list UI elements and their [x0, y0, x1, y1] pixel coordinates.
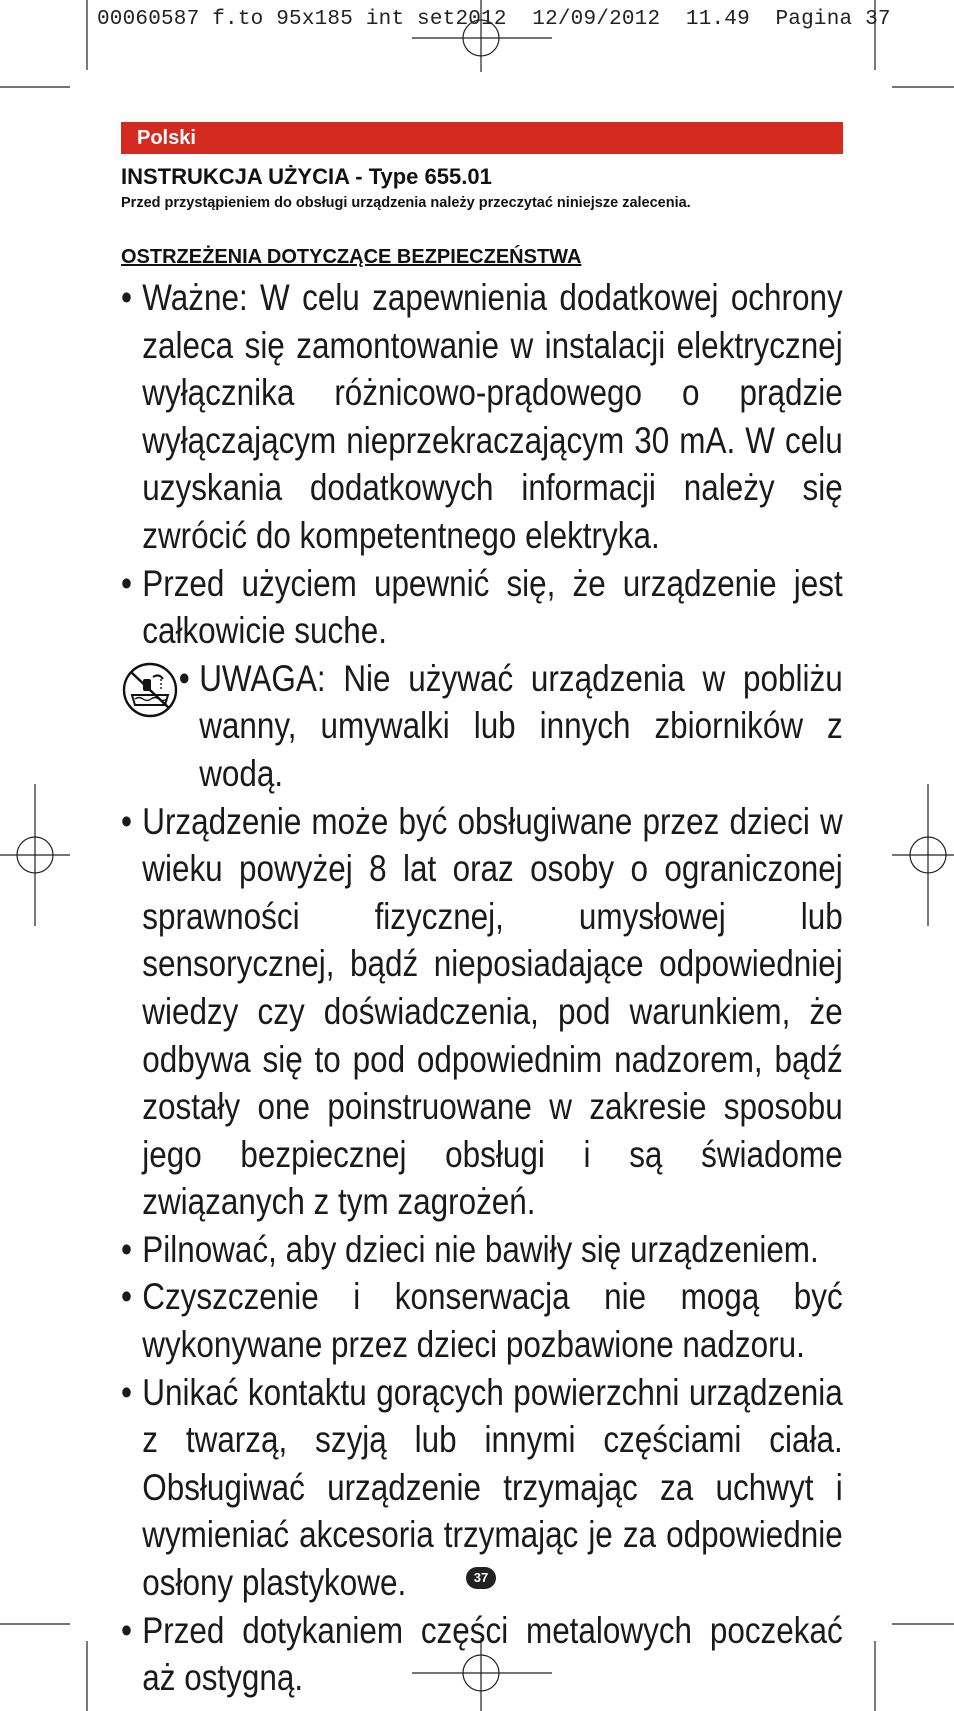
safety-bullet: • Urządzenie może być obsługiwane przez dzieci w wieku powyżej 8 lat oraz osoby o ograniczonej sprawności fizycznej, umysłowej lub sensorycznej, bądź nieposiadające odpowiedniej wiedzy czy doświadczenia, pod warunkiem, że odbywa się to pod odpowiednim nadzorem, bądź zostały one poinstruowane w zakresie sposobu jego bezpiecznej obsługi i są świadome związanych z tym zagrożeń. [121, 798, 843, 1226]
document-title: INSTRUKCJA UŻYCIA - Type 655.01 [121, 164, 492, 189]
language-bar [121, 122, 843, 154]
safety-section-heading: OSTRZEŻENIA DOTYCZĄCE BEZPIECZEŃSTWA [121, 246, 582, 268]
page-number-badge: 37 [466, 1567, 496, 1589]
safety-bullet-list [121, 274, 843, 1702]
language-label: Polski [137, 127, 196, 149]
warning-text: UWAGA: Nie używać urządzenia w pobliżu wanny, umywalki lub innych zbiorników z wodą. [199, 657, 843, 794]
bullet-dot: • [178, 657, 190, 699]
safety-bullet: • Pilnować, aby dzieci nie bawiły się urządzeniem. [121, 1226, 843, 1274]
document-subtitle: Przed przystąpieniem do obsługi urządzenia należy przeczytać niniejsze zalecenia. [121, 195, 691, 211]
no-bathtub-icon [121, 661, 179, 719]
print-slug: 00060587 f.to 95x185 int set2012 12/09/2012 11.49 Pagina 37 [97, 8, 891, 31]
safety-bullet: • Przed użyciem upewnić się, że urządzenie jest całkowicie suche. [121, 560, 843, 655]
safety-bullet: • Ważne: W celu zapewnienia dodatkowej ochrony zaleca się zamontowanie w instalacji elektrycznej wyłącznika różnicowo-prądowego o prądzie wyłączającym nieprzekraczającym 30 mA. W celu uzyskania dodatkowych informacji należy się zwrócić do kompetentnego elektryka. [121, 274, 843, 560]
safety-bullet: • Przed dotykaniem części metalowych poczekać aż ostygną. [121, 1607, 843, 1702]
warning-bullet [121, 655, 843, 798]
safety-bullet: • Czyszczenie i konserwacja nie mogą być wykonywane przez dzieci pozbawione nadzoru. [121, 1273, 843, 1368]
safety-bullet: • Unikać kontaktu gorących powierzchni urządzenia z twarzą, szyją lub innymi częściami ciała. Obsługiwać urządzenie trzymając za uchwyt i wymieniać akcesoria trzymając je za odpowiednie osłony plastykowe. [121, 1369, 843, 1607]
